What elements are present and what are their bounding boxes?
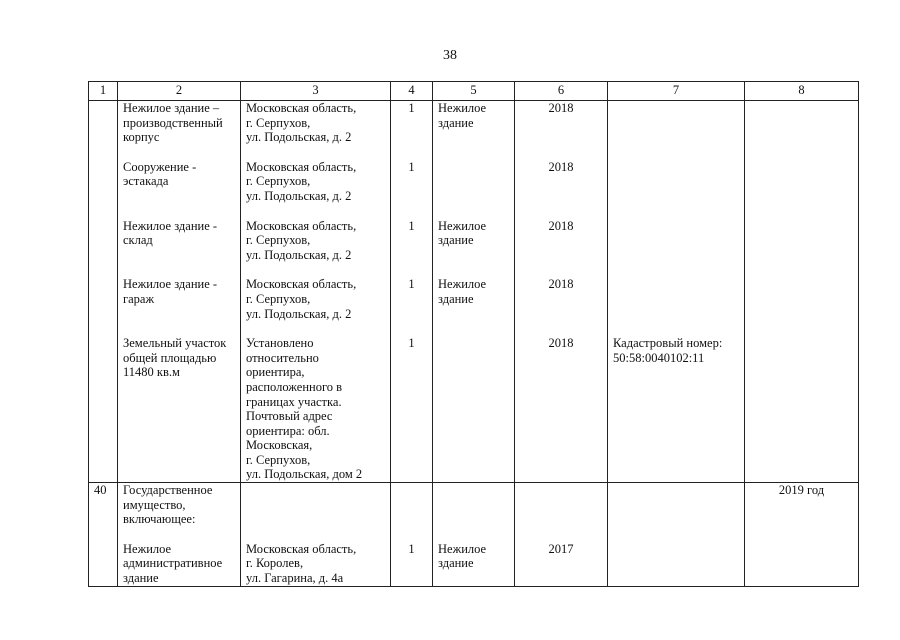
item-note xyxy=(608,542,745,586)
header-row xyxy=(89,82,859,101)
item-type: Нежилое здание xyxy=(433,101,515,145)
item-name: Нежилое здание - склад xyxy=(118,219,241,263)
item-note xyxy=(608,219,745,263)
item-note xyxy=(608,277,745,321)
item-qty: 1 xyxy=(391,336,433,482)
item-type xyxy=(433,336,515,482)
table-row xyxy=(89,542,859,586)
item-name: Нежилое здание - гараж xyxy=(118,277,241,321)
item-year: 2018 xyxy=(515,219,608,263)
item-year: 2018 xyxy=(515,101,608,145)
item-name: Нежилое здание – производственный корпус xyxy=(118,101,241,145)
item-address: Московская область, г. Серпухов, ул. Подольская, д. 2 xyxy=(241,219,391,263)
group-title: Государственное имущество, включающее: xyxy=(118,483,241,527)
item-name: Земельный участок общей площадью 11480 кв.м xyxy=(118,336,241,482)
item-note xyxy=(608,160,745,204)
item-qty: 1 xyxy=(391,542,433,586)
page-number: 38 xyxy=(443,48,457,63)
col-header-5: 5 xyxy=(433,82,515,101)
item-qty: 1 xyxy=(391,277,433,321)
item-address: Московская область, г. Серпухов, ул. Подольская, д. 2 xyxy=(241,277,391,321)
item-qty: 1 xyxy=(391,101,433,145)
item-name: Сооружение - эстакада xyxy=(118,160,241,204)
item-qty: 1 xyxy=(391,219,433,263)
col-header-8: 8 xyxy=(745,82,859,101)
item-type: Нежилое здание xyxy=(433,542,515,586)
item-address: Установлено относительно ориентира, расположенного в границах участка. Почтовый адрес ориентира: обл. Московская, г. Серпухов, ул. Подольская, дом 2 xyxy=(241,336,391,482)
col-header-4: 4 xyxy=(391,82,433,101)
item-note: Кадастровый номер: 50:58:0040102:11 xyxy=(608,336,745,482)
property-table xyxy=(88,81,859,587)
item-year: 2018 xyxy=(515,160,608,204)
group-period: 2019 год xyxy=(745,483,859,527)
table-row xyxy=(89,219,859,263)
item-name: Нежилое административное здание xyxy=(118,542,241,586)
group-number: 40 xyxy=(89,483,118,527)
table-row xyxy=(89,160,859,204)
item-year: 2018 xyxy=(515,336,608,482)
item-type xyxy=(433,160,515,204)
item-address: Московская область, г. Серпухов, ул. Подольская, д. 2 xyxy=(241,160,391,204)
item-address: Московская область, г. Королев, ул. Гагарина, д. 4а xyxy=(241,542,391,586)
group-row xyxy=(89,483,859,527)
item-year: 2018 xyxy=(515,277,608,321)
table-row xyxy=(89,277,859,321)
col-header-1: 1 xyxy=(89,82,118,101)
item-type: Нежилое здание xyxy=(433,219,515,263)
col-header-3: 3 xyxy=(241,82,391,101)
table-row xyxy=(89,336,859,482)
col-header-2: 2 xyxy=(118,82,241,101)
item-qty: 1 xyxy=(391,160,433,204)
item-type: Нежилое здание xyxy=(433,277,515,321)
col-header-6: 6 xyxy=(515,82,608,101)
table-row xyxy=(89,101,859,145)
col-header-7: 7 xyxy=(608,82,745,101)
item-note xyxy=(608,101,745,145)
item-address: Московская область, г. Серпухов, ул. Подольская, д. 2 xyxy=(241,101,391,145)
item-year: 2017 xyxy=(515,542,608,586)
